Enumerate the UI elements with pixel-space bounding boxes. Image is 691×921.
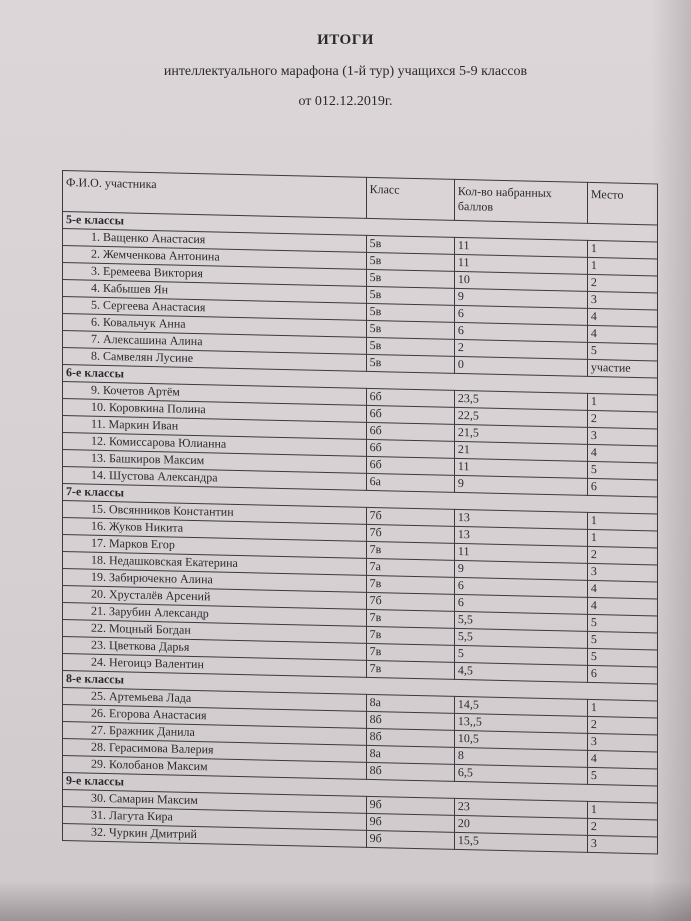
place-cell: 4 <box>587 308 657 327</box>
participant-name: 17. Марков Егор <box>63 535 367 559</box>
score-cell: 11 <box>454 458 587 478</box>
score-cell: 6 <box>454 594 587 614</box>
class-cell: 7а <box>366 558 454 577</box>
place-cell: 1 <box>587 699 657 718</box>
score-cell: 11 <box>454 543 587 563</box>
place-cell: 2 <box>587 410 657 429</box>
participant-name: 5. Сергеева Анастасия <box>63 297 367 321</box>
class-cell: 7в <box>366 609 454 628</box>
group-label: 6-е классы <box>63 365 658 396</box>
class-cell: 5в <box>366 320 454 339</box>
score-cell: 11 <box>454 254 587 274</box>
place-cell: 3 <box>587 427 657 446</box>
participant-name: 27. Бражник Данила <box>63 722 367 746</box>
participant-name: 12. Комиссарова Юлианна <box>63 433 367 457</box>
score-cell: 9 <box>454 288 587 308</box>
score-cell: 13,,5 <box>454 713 587 733</box>
participant-name: 32. Чуркин Дмитрий <box>63 824 367 848</box>
place-cell: 5 <box>587 631 657 650</box>
participant-name: 26. Егорова Анастасия <box>63 705 367 729</box>
place-cell: 3 <box>587 835 657 854</box>
class-cell: 7в <box>366 575 454 594</box>
place-cell: 1 <box>587 257 657 276</box>
class-cell: 8б <box>366 762 454 781</box>
class-cell: 5в <box>366 337 454 356</box>
score-cell: 21,5 <box>454 424 587 444</box>
participant-name: 15. Овсянников Константин <box>63 501 367 525</box>
participant-name: 21. Зарубин Александр <box>63 603 367 627</box>
place-cell: 4 <box>587 325 657 344</box>
place-cell: 4 <box>587 597 657 616</box>
class-cell: 9б <box>366 796 454 815</box>
place-cell: 3 <box>587 563 657 582</box>
class-cell: 5в <box>366 303 454 322</box>
score-cell: 13 <box>454 509 587 529</box>
class-cell: 8а <box>366 745 454 764</box>
place-cell: 1 <box>587 240 657 259</box>
participant-name: 4. Кабышев Ян <box>63 280 367 304</box>
participant-name: 24. Негоицэ Валентин <box>63 654 367 678</box>
participant-name: 2. Жемченкова Антонина <box>63 246 367 270</box>
participant-name: 23. Цветкова Дарья <box>63 637 367 661</box>
score-cell: 22,5 <box>454 407 587 427</box>
class-cell: 7в <box>366 643 454 662</box>
header-place: Место <box>587 182 657 225</box>
score-cell: 6 <box>454 322 587 342</box>
class-cell: 7б <box>366 592 454 611</box>
participant-name: 7. Алексашина Алина <box>63 331 367 355</box>
class-cell: 7в <box>366 660 454 679</box>
participant-name: 30. Самарин Максим <box>63 790 367 814</box>
place-cell: 1 <box>587 529 657 548</box>
participant-name: 10. Коровкина Полина <box>63 399 367 423</box>
header-name: Ф.И.О. участника <box>63 171 367 219</box>
place-cell: 1 <box>587 512 657 531</box>
score-cell: 6 <box>454 577 587 597</box>
place-cell: 2 <box>587 818 657 837</box>
score-cell: 4,5 <box>454 662 587 682</box>
class-cell: 6б <box>366 405 454 424</box>
participant-name: 9. Кочетов Артём <box>63 382 367 406</box>
document-title: ИТОГИ <box>317 32 374 48</box>
participant-name: 14. Шустова Александра <box>63 467 367 491</box>
participant-name: 20. Хрусталёв Арсений <box>63 586 367 610</box>
place-cell: 1 <box>587 393 657 412</box>
class-cell: 5в <box>366 286 454 305</box>
score-cell: 10,5 <box>454 730 587 750</box>
place-cell: 4 <box>587 580 657 599</box>
place-cell: 3 <box>587 291 657 310</box>
photo-shadow-bottom <box>0 881 691 921</box>
place-cell: 6 <box>587 478 657 497</box>
participant-name: 29. Колобанов Максим <box>63 756 367 780</box>
place-cell: 2 <box>587 274 657 293</box>
score-cell: 10 <box>454 271 587 291</box>
participant-name: 28. Герасимова Валерия <box>63 739 367 763</box>
score-cell: 5 <box>454 645 587 665</box>
place-cell: участие <box>587 359 657 378</box>
class-cell: 6б <box>366 422 454 441</box>
class-cell: 9б <box>366 813 454 832</box>
place-cell: 2 <box>587 716 657 735</box>
class-cell: 6б <box>366 439 454 458</box>
place-cell: 5 <box>587 648 657 667</box>
group-label: 7-е классы <box>63 484 658 515</box>
place-cell: 5 <box>587 614 657 633</box>
participant-name: 16. Жуков Никита <box>63 518 367 542</box>
score-cell: 23,5 <box>454 390 587 410</box>
score-cell: 6 <box>454 305 587 325</box>
class-cell: 9б <box>366 830 454 849</box>
class-cell: 7б <box>366 524 454 543</box>
photo-shadow-right <box>651 0 691 921</box>
place-cell: 2 <box>587 546 657 565</box>
group-label: 8-е классы <box>63 671 658 702</box>
header-class: Класс <box>366 177 454 220</box>
place-cell: 5 <box>587 767 657 786</box>
score-cell: 0 <box>454 356 587 376</box>
table-body <box>63 212 658 855</box>
participant-name: 31. Лагута Кира <box>63 807 367 831</box>
group-label: 5-е классы <box>63 212 658 243</box>
class-cell: 8б <box>366 728 454 747</box>
score-cell: 6,5 <box>454 764 587 784</box>
place-cell: 3 <box>587 733 657 752</box>
score-cell: 9 <box>454 475 587 495</box>
class-cell: 5в <box>366 354 454 373</box>
score-cell: 5,5 <box>454 628 587 648</box>
participant-name: 19. Забирючекно Алина <box>63 569 367 593</box>
class-cell: 8а <box>366 694 454 713</box>
class-cell: 6б <box>366 456 454 475</box>
score-cell: 15,5 <box>454 832 587 852</box>
class-cell: 5в <box>366 252 454 271</box>
score-cell: 11 <box>454 237 587 257</box>
score-cell: 20 <box>454 815 587 835</box>
group-label: 9-е классы <box>63 773 658 804</box>
class-cell: 7в <box>366 626 454 645</box>
place-cell: 5 <box>587 342 657 361</box>
participant-name: 3. Еремеева Виктория <box>63 263 367 287</box>
place-cell: 4 <box>587 444 657 463</box>
score-cell: 9 <box>454 560 587 580</box>
participant-name: 18. Недашковская Екатерина <box>63 552 367 576</box>
participant-name: 22. Моцный Богдан <box>63 620 367 644</box>
class-cell: 6а <box>366 473 454 492</box>
participant-name: 6. Ковальчук Анна <box>63 314 367 338</box>
score-cell: 5,5 <box>454 611 587 631</box>
results-table <box>62 170 658 855</box>
class-cell: 7в <box>366 541 454 560</box>
place-cell: 5 <box>587 461 657 480</box>
score-cell: 13 <box>454 526 587 546</box>
document-subtitle: интеллектуального марафона (1-й тур) учащихся 5-9 классов <box>163 64 528 79</box>
class-cell: 5в <box>366 235 454 254</box>
class-cell: 6б <box>366 388 454 407</box>
document-date: от 012.12.2019г. <box>298 94 393 109</box>
place-cell: 1 <box>587 801 657 820</box>
class-cell: 5в <box>366 269 454 288</box>
class-cell: 7б <box>366 507 454 526</box>
score-cell: 2 <box>454 339 587 359</box>
class-cell: 8б <box>366 711 454 730</box>
header-score: Кол-во набранных баллов <box>454 179 587 223</box>
place-cell: 6 <box>587 665 657 684</box>
score-cell: 14,5 <box>454 696 587 716</box>
participant-name: 8. Самвелян Лусине <box>63 348 367 372</box>
score-cell: 21 <box>454 441 587 461</box>
score-cell: 23 <box>454 798 587 818</box>
participant-name: 13. Башкиров Максим <box>63 450 367 474</box>
participant-name: 11. Маркин Иван <box>63 416 367 440</box>
score-cell: 8 <box>454 747 587 767</box>
participant-name: 25. Артемьева Лада <box>63 688 367 712</box>
place-cell: 4 <box>587 750 657 769</box>
participant-name: 1. Ващенко Анастасия <box>63 229 367 253</box>
